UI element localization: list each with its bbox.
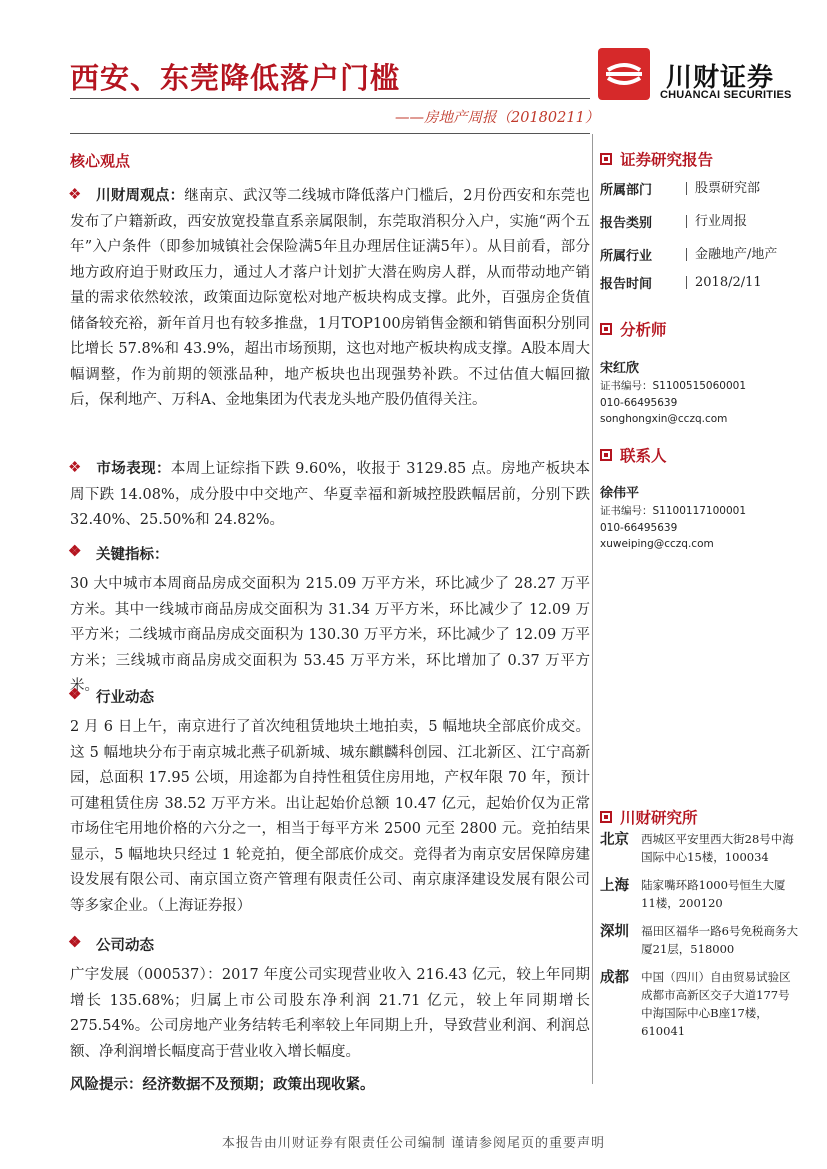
office-list (600, 830, 800, 1040)
analyst-heading: 分析师 (600, 318, 800, 340)
market-label: 市场表现： (96, 460, 171, 477)
info-row: 报告类别 行业周报 (600, 214, 748, 231)
report-heading: 证券研究报告 (600, 148, 800, 170)
section-square-icon (600, 449, 612, 461)
office-item: 深圳 福田区福华一路6号免税商务大厦21层，518000 (600, 923, 798, 956)
contact-heading: 联系人 (600, 444, 800, 466)
header-rule-2 (70, 133, 590, 134)
industry-heading: ❖ 行业动态 (70, 686, 590, 707)
view-label: 川财周观点： (96, 187, 185, 204)
report-subtitle: ——房地产周报（20180211） (395, 110, 600, 126)
office-item: 北京 西城区平安里西大街28号中海国际中心15楼，100034 (600, 831, 794, 864)
diamond-bullet-icon (70, 548, 82, 560)
analyst-cert: 证书编号：S1100515060001 (600, 380, 747, 392)
brand-name-cn: 川财证券 (666, 63, 775, 93)
section-square-icon (600, 811, 612, 823)
analyst-card (600, 357, 800, 428)
contact-name: 徐伟平 (600, 486, 640, 501)
page-footer: 本报告由川财证券有限责任公司编制 谨请参阅尾页的重要声明 (221, 1136, 606, 1151)
report-title: 西安、东莞降低落户门槛 (70, 61, 401, 95)
company-text: 广宇发展（000537）：2017 年度公司实现营业收入 216.43 亿元，较上年同期增长 135.68%；归属上市公司股东净利润 21.71 亿元，较上年同期增长 275.54%。公司房地产业务结转毛利率较上年同期上升，导致营业利润、利润总额、净利润增长幅度高于营业收入增长幅度。 (70, 967, 590, 1060)
diamond-bullet-icon (70, 939, 82, 951)
section-square-icon (600, 323, 612, 335)
core-heading: 核心观点 (70, 152, 131, 170)
view-text: 继南京、武汉等二线城市降低落户门槛后，2月份西安和东莞也发布了户籍新政，西安放宽投靠直系亲属限制，东莞取消积分入户，实施“两个五年”入户条件（即参加城镇社会保险满5年且办理居住证满5年）。从目前看，部分地方政府迫于财政压力，通过人才落户计划扩大潜在购房人群，从而带动地产销量的需求依然较浓，政策面边际宽松对地产板块构成支撑。此外，百强房企货值储备较充裕，新年首月也有较多推盘，1月TOP100房销售金额和销售面积分别同比增长 57.8%和 43.9%，超出市场预期，这也对地产板块构成支撑。A股本周大幅调整，作为前期的领涨品种，地产板块也出现强势补跌。不过估值大幅回撤后，保利地产、万科A、金地集团为代表龙头地产股仍值得关注。 (70, 188, 590, 408)
info-row: 所属行业 金融地产/地产 (600, 247, 778, 264)
diamond-bullet-icon (70, 691, 82, 703)
contact-card (600, 482, 800, 553)
office-item: 上海 陆家嘴环路1000号恒生大厦11楼，200120 (600, 877, 786, 910)
diamond-bullet-icon (70, 188, 82, 200)
brand-name-en: CHUANCAI SECURITIES (660, 89, 792, 101)
column-divider (592, 134, 593, 1084)
market-paragraph (70, 456, 590, 534)
report-info (600, 176, 800, 295)
industry-text: 2 月 6 日上午，南京进行了首次纯租赁地块土地拍卖，5 幅地块全部底价成交。这 5 幅地块分布于南京城北燕子矶新城、城东麒麟科创园、江北新区、江宁高新园，总面积 17.95 公顷，用途都为自持性租赁住房用地，产权年限 70 年，预计可建租赁住房 38.52 万平方米。出让起始价总额 10.47 亿元，起始价仅为正常市场住宅用地价格的六分之一，相当于每平方米 2500 元至 2800 元。竞拍结果显示，5 幅地块只经过 1 轮竞拍，便全部底价成交。竞得者为南京安居保障房建设发展有限公司、南京国立资产管理有限责任公司、南京康泽建设发展有限公司等多家企业。（上海证券报） (70, 719, 590, 914)
section-square-icon (600, 153, 612, 165)
diamond-bullet-icon (70, 461, 82, 473)
risk-warning: 风险提示：经济数据不及预期；政策出现收紧。 (70, 1076, 375, 1093)
institute-heading: 川财研究所 (600, 806, 800, 828)
contact-email: xuweiping@cczq.com (600, 538, 714, 550)
analyst-phone: 010-66495639 (600, 396, 678, 409)
contact-cert: 证书编号：S1100117100001 (600, 505, 747, 517)
chuancai-logo-icon (598, 48, 650, 100)
header-rule (70, 98, 590, 99)
indicator-heading: ❖ 关键指标： (70, 543, 590, 564)
info-row: 所属部门 股票研究部 (600, 181, 761, 198)
analyst-email: songhongxin@cczq.com (600, 413, 728, 425)
view-paragraph (70, 183, 590, 414)
indicator-text: 30 大中城市本周商品房成交面积为 215.09 万平方米，环比减少了 28.27 万平方米。其中一线城市商品房成交面积为 31.34 万平方米，环比减少了 12.09 万平方米；二线城市商品房成交面积为 130.30 万平方米，环比减少了 12.09 万平方米；三线城市商品房成交面积为 53.45 万平方米，环比增加了 0.37 万平方米。 (70, 576, 590, 694)
office-item: 成都 中国（四川）自由贸易试验区成都市高新区交子大道177号中海国际中心B座17楼，610041 (600, 969, 791, 1038)
info-row: 报告时间 2018/2/11 (600, 275, 762, 292)
analyst-name: 宋红欣 (600, 361, 640, 376)
company-heading: ❖ 公司动态 (70, 934, 590, 955)
market-text: 本周上证综指下跌 9.60%，收报于 3129.85 点。房地产板块本周下跌 14.08%，成分股中中交地产、华夏幸福和新城控股跌幅居前，分别下跌 32.40%、25.50%和 24.82%。 (70, 461, 591, 528)
contact-phone: 010-66495639 (600, 521, 678, 534)
